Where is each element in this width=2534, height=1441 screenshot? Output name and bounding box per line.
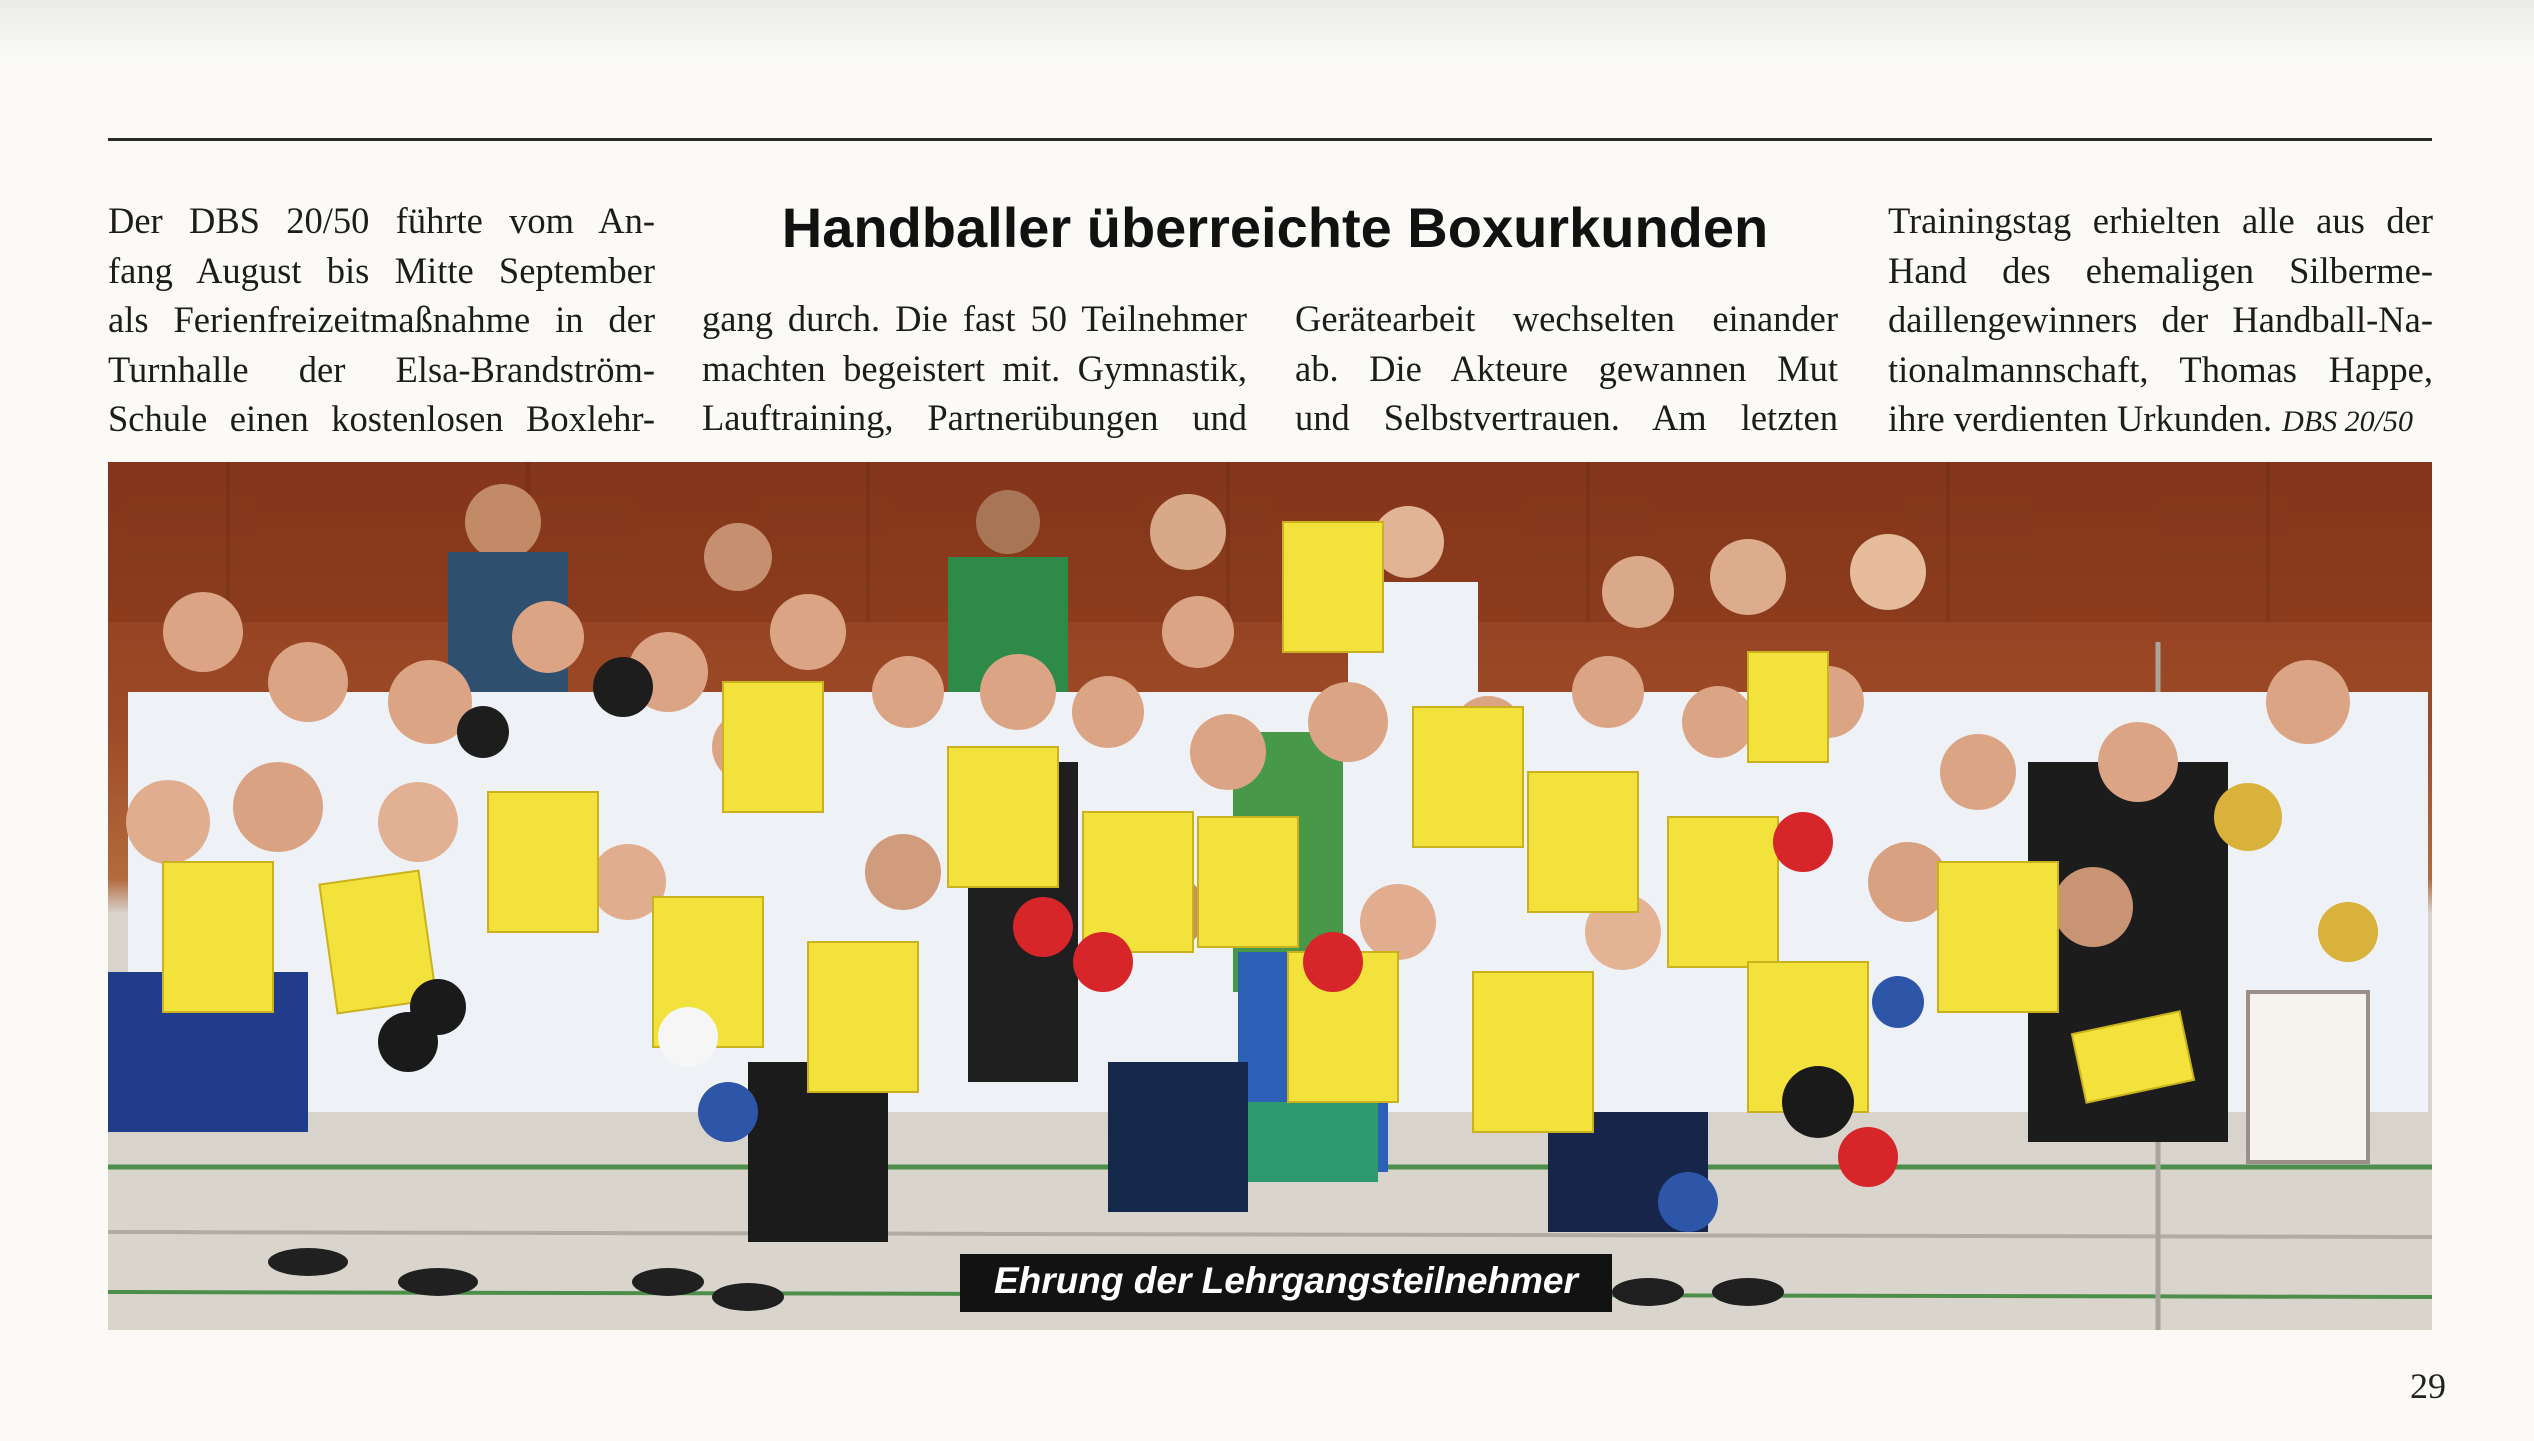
text-line: Turnhalle der Elsa-Brandström-	[108, 348, 655, 390]
text-line: Gerätearbeit wechselten einander	[1295, 298, 1838, 339]
text-line: daillengewinners der Handball-Na-	[1888, 299, 2433, 340]
text-line: machten begeistert mit. Gymnastik,	[702, 347, 1247, 389]
article-column-3	[1295, 294, 1838, 443]
group-photo-illustration	[108, 462, 2432, 1330]
text-line: gang durch. Die fast 50 Teilnehmer	[702, 298, 1247, 339]
article-headline: Handballer überreichte Boxurkunden	[781, 196, 1769, 259]
text-line: fang August bis Mitte September	[108, 249, 655, 291]
text-line: Lauftraining, Partnerübungen und	[702, 397, 1247, 438]
article-column-4	[1888, 196, 2433, 444]
text-line: ab. Die Akteure gewannen Mut	[1295, 347, 1838, 389]
text-line: Hand des ehemaligen Silberme-	[1888, 249, 2433, 291]
page-edge-shadow	[0, 0, 2534, 60]
text-line: als Ferienfreizeitmaßnahme in der	[108, 299, 655, 340]
text-line: Trainingstag erhielten alle aus der	[1888, 200, 2433, 241]
text-line: Schule einen kostenlosen Boxlehr-	[108, 398, 655, 439]
photo-credit: DBS 20/50	[2282, 405, 2413, 438]
photo-caption: Ehrung der Lehrgangsteilnehmer	[960, 1254, 1612, 1312]
framed-certificate	[2248, 992, 2368, 1162]
article-column-1	[108, 196, 655, 444]
text-line: ihre verdienten Urkunden.	[1888, 398, 2273, 439]
text-line: und Selbstvertrauen. Am letzten	[1295, 397, 1838, 438]
text-line: Der DBS 20/50 führte vom An-	[108, 200, 655, 241]
top-rule	[108, 138, 2432, 141]
page-number: 29	[2410, 1366, 2446, 1406]
text-line: tionalmannschaft, Thomas Happe,	[1888, 348, 2433, 390]
text-line-with-credit	[1888, 394, 2433, 444]
article-column-2	[702, 294, 1247, 443]
group-photo	[108, 462, 2432, 1330]
